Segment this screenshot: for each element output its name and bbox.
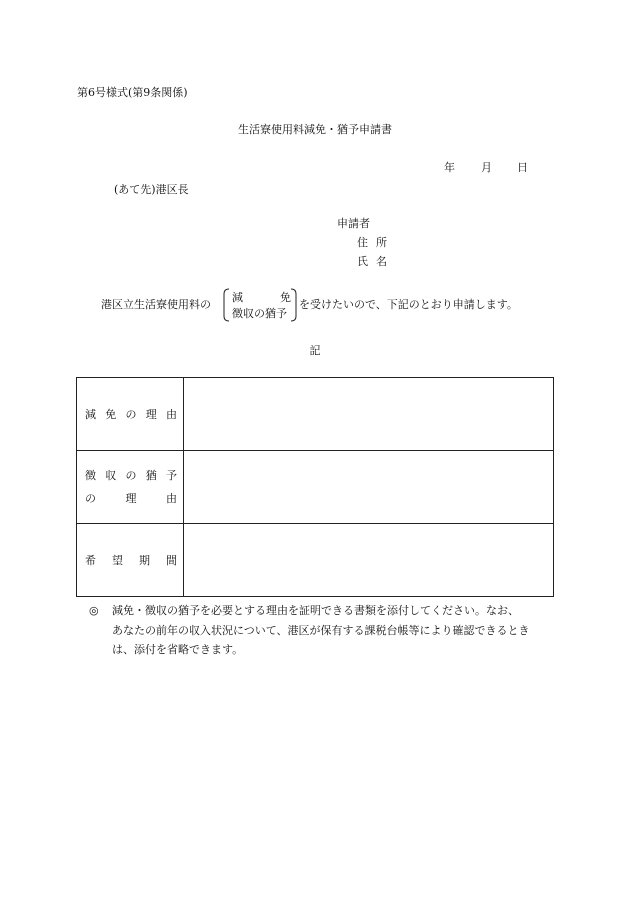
exemption-reason-label — [77, 378, 184, 451]
reason-table — [76, 377, 554, 597]
note-line: あなたの前年の収入状況について、港区が保有する課税台帳等により確認できるとき — [112, 624, 530, 637]
table-row — [77, 524, 554, 597]
deferral-reason-field[interactable] — [184, 451, 554, 524]
label-char: 期 — [139, 553, 150, 567]
name-label: 氏名 — [357, 255, 395, 268]
option-deferral: 徴収の猶予 — [232, 307, 287, 320]
option-exemption-char-1: 減 — [232, 291, 243, 304]
ki-label: 記 — [309, 344, 321, 357]
label-char: の — [125, 407, 137, 421]
option-exemption-char-2: 免 — [280, 291, 291, 304]
label-char: 収 — [105, 469, 117, 482]
label-char: 望 — [112, 553, 123, 567]
label-char: 由 — [166, 492, 177, 505]
address-label: 住所 — [357, 236, 395, 249]
label-char: 理 — [145, 407, 157, 421]
document-title: 生活寮使用料減免・猶予申請書 — [238, 123, 392, 136]
label-char: 予 — [166, 469, 177, 482]
label-char: の — [85, 492, 96, 505]
exemption-reason-field[interactable] — [184, 378, 554, 451]
addressee: (あて先)港区長 — [114, 183, 189, 196]
applicant-label: 申請者 — [337, 217, 370, 230]
request-text-suffix: を受けたいので、下記のとおり申請します。 — [299, 298, 518, 311]
option-exemption — [232, 292, 291, 303]
date-year-label: 年 — [444, 161, 455, 174]
label-line — [77, 493, 183, 504]
label-char: 徴 — [85, 469, 96, 482]
label-line — [77, 470, 183, 481]
request-text-prefix: 港区立生活寮使用料の — [101, 298, 211, 311]
deferral-reason-label — [77, 451, 184, 524]
form-number: 第6号様式(第9条関係) — [77, 86, 188, 99]
desired-period-field[interactable] — [184, 524, 554, 597]
request-option-bracket — [222, 288, 298, 322]
date-month-label: 月 — [481, 161, 492, 174]
label-line — [77, 409, 183, 420]
label-line — [77, 555, 183, 566]
label-char: 理 — [125, 492, 137, 505]
note-line: 減免・徴収の猶予を必要とする理由を証明できる書類を添付してください。なお、 — [112, 604, 519, 617]
note-mark: ◎ — [89, 604, 99, 617]
table-row — [77, 451, 554, 524]
label-char: 減 — [85, 407, 96, 421]
desired-period-label — [77, 524, 184, 597]
date-day-label: 日 — [517, 161, 528, 174]
table-row — [77, 378, 554, 451]
label-char: 猶 — [145, 469, 157, 482]
label-char: 希 — [85, 553, 96, 567]
note-line: は、添付を省略できます。 — [112, 643, 244, 656]
label-char: の — [125, 469, 137, 482]
label-char: 免 — [105, 407, 117, 421]
label-char: 由 — [166, 407, 177, 421]
label-char: 間 — [166, 553, 177, 567]
